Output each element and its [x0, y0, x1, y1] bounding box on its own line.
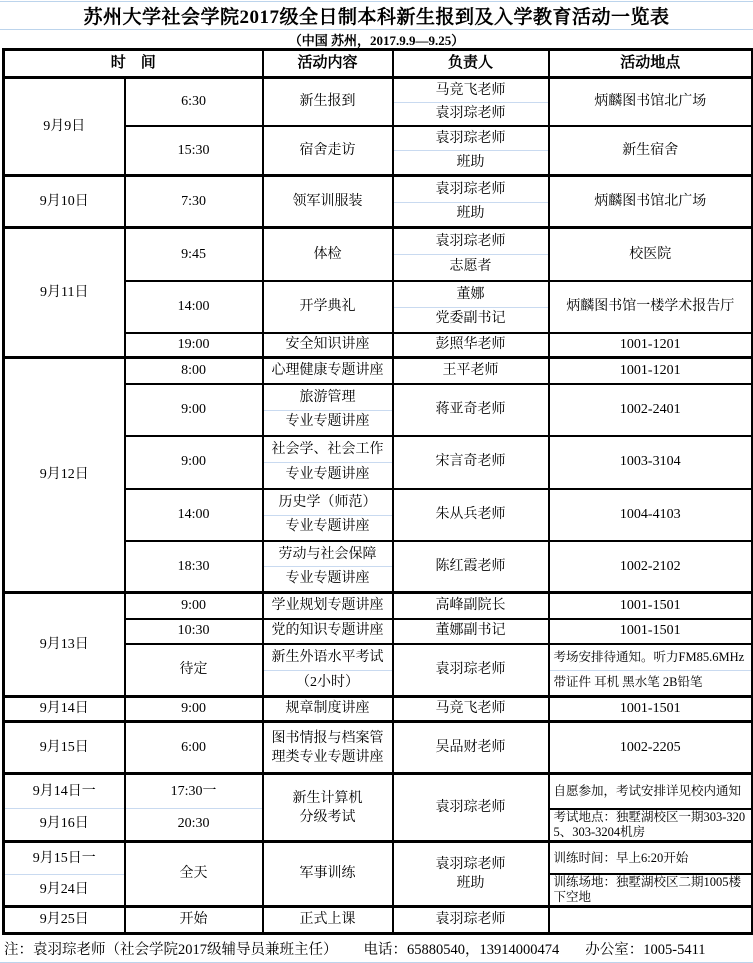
date-cell	[4, 774, 125, 842]
table-row	[4, 593, 753, 619]
time-cell: 9:00	[125, 697, 263, 722]
location-cell: 炳麟图书馆一楼学术报告厅	[549, 281, 753, 333]
date-cell	[4, 842, 125, 907]
person-cell: 陈红霞老师	[393, 541, 549, 593]
activity-cell: 心理健康专题讲座	[263, 358, 393, 384]
person-cell: 董娜副书记	[393, 619, 549, 644]
person-cell: 袁羽琮老师	[393, 644, 549, 697]
time-line: 20:30	[126, 808, 262, 840]
location-note-line: 训练时间：早上6:20开始	[553, 850, 689, 865]
time-cell: 10:30	[125, 619, 263, 644]
location-cell	[549, 842, 753, 907]
activity-cell: 军事训练	[263, 842, 393, 907]
person-cell: 蒋亚奇老师	[393, 384, 549, 436]
column-header-person: 负责人	[393, 50, 549, 78]
column-header-activity: 活动内容	[263, 50, 393, 78]
location-cell: 1001-1201	[549, 333, 753, 358]
time-cell: 6:00	[125, 722, 263, 774]
activity-cell	[263, 774, 393, 842]
footer-note: 注：袁羽琮老师（社会学院2017级辅导员兼班主任）	[4, 942, 338, 958]
activity-line: 劳动与社会保障	[278, 546, 377, 562]
page-title: 苏州大学社会学院2017级全日制本科新生报到及入学教育活动一览表	[0, 1, 753, 30]
time-cell: 14:00	[125, 489, 263, 541]
location-cell: 炳麟图书馆北广场	[549, 78, 753, 126]
person-cell	[393, 228, 549, 281]
footer-office: 办公室：1005-5411	[585, 942, 706, 958]
activity-cell: 安全知识讲座	[263, 333, 393, 358]
table-row	[4, 774, 753, 842]
person-line: 董娜	[456, 286, 485, 302]
activity-cell: 领军训服装	[263, 176, 393, 228]
time-cell: 9:00	[125, 384, 263, 436]
location-cell: 1001-1501	[549, 697, 753, 722]
location-cell: 1001-1501	[549, 593, 753, 619]
activity-line: 分级考试	[299, 809, 356, 825]
person-cell: 宋言奇老师	[393, 436, 549, 489]
activity-cell	[263, 436, 393, 489]
date-cell: 9月10日	[4, 176, 125, 228]
time-cell: 8:00	[125, 358, 263, 384]
activity-line: 专业专题讲座	[264, 410, 392, 434]
person-cell	[393, 281, 549, 333]
activity-cell: 宿舍走访	[263, 126, 393, 176]
location-note-line: 带证件 耳机 黑水笔 2B铅笔	[550, 670, 752, 695]
activity-cell: 体检	[263, 228, 393, 281]
time-line: 17:30一	[170, 783, 217, 799]
time-cell	[125, 774, 263, 842]
activity-line: 专业专题讲座	[264, 462, 392, 487]
date-line: 9月24日	[5, 874, 124, 905]
activity-cell	[263, 541, 393, 593]
activity-cell: 正式上课	[263, 907, 393, 934]
activity-line: 社会学、社会工作	[271, 442, 384, 457]
time-cell: 6:30	[125, 78, 263, 126]
location-cell: 1004-4103	[549, 489, 753, 541]
column-header-location: 活动地点	[549, 50, 753, 78]
time-cell: 9:45	[125, 228, 263, 281]
person-cell	[393, 176, 549, 228]
person-line: 党委副书记	[394, 307, 548, 331]
person-line: 班助	[456, 876, 485, 891]
location-cell: 炳麟图书馆北广场	[549, 176, 753, 228]
activity-cell: 学业规划专题讲座	[263, 593, 393, 619]
activity-cell	[263, 384, 393, 436]
location-cell: 1001-1201	[549, 358, 753, 384]
person-cell: 袁羽琮老师	[393, 907, 549, 934]
activity-cell: 开学典礼	[263, 281, 393, 333]
person-line: 马竞飞老师	[435, 83, 506, 98]
person-cell: 高峰副院长	[393, 593, 549, 619]
location-note-line: 考场安排待通知。听力FM85.6MHz	[553, 650, 745, 664]
date-line: 9月16日	[5, 808, 124, 840]
person-cell	[393, 78, 549, 126]
location-cell: 1001-1501	[549, 619, 753, 644]
location-cell: 新生宿舍	[549, 126, 753, 176]
activity-line: 旅游管理	[299, 389, 356, 405]
time-cell: 全天	[125, 842, 263, 907]
location-cell: 1002-2205	[549, 722, 753, 774]
table-row	[4, 176, 753, 228]
person-cell: 朱从兵老师	[393, 489, 549, 541]
location-cell: 1003-3104	[549, 436, 753, 489]
person-cell	[393, 126, 549, 176]
person-line: 袁羽琮老师	[435, 234, 506, 250]
person-line: 袁羽琮老师	[435, 857, 506, 872]
person-line: 袁羽琮老师	[435, 131, 506, 146]
activity-line: 新生计算机	[292, 790, 363, 806]
location-note-line: 自愿参加，考试安排详见校内通知	[553, 784, 742, 798]
location-note-line: 训练场地：独墅湖校区二期1005楼下空地	[550, 873, 752, 905]
time-cell: 18:30	[125, 541, 263, 593]
footer-note-bar	[0, 935, 753, 963]
location-note-line: 考试地点：独墅湖校区一期303-3205、303-3204机房	[550, 808, 752, 840]
footer-phone: 电话：65880540，13914000474	[363, 942, 560, 958]
activity-line: 历史学（师范）	[278, 494, 377, 510]
table-row	[4, 697, 753, 722]
person-cell: 彭照华老师	[393, 333, 549, 358]
time-cell: 19:00	[125, 333, 263, 358]
person-line: 班助	[394, 150, 548, 173]
date-cell: 9月25日	[4, 907, 125, 934]
header-row	[4, 50, 753, 78]
activity-cell	[263, 644, 393, 697]
page-subtitle: （中国 苏州，2017.9.9—9.25）	[288, 32, 465, 48]
location-cell	[549, 907, 753, 934]
date-cell: 9月14日	[4, 697, 125, 722]
time-cell: 7:30	[125, 176, 263, 228]
person-cell: 吴品财老师	[393, 722, 549, 774]
location-cell: 校医院	[549, 228, 753, 281]
person-cell: 王平老师	[393, 358, 549, 384]
table-row	[4, 78, 753, 126]
time-cell: 15:30	[125, 126, 263, 176]
date-cell: 9月12日	[4, 358, 125, 593]
date-cell: 9月13日	[4, 593, 125, 697]
table-row	[4, 907, 753, 934]
date-cell: 9月9日	[4, 78, 125, 176]
activity-cell	[263, 722, 393, 774]
activity-cell: 新生报到	[263, 78, 393, 126]
person-cell: 马竞飞老师	[393, 697, 549, 722]
table-row	[4, 228, 753, 281]
schedule-table	[2, 48, 753, 935]
activity-line: 图书情报与档案管	[271, 730, 384, 746]
activity-cell	[263, 489, 393, 541]
person-cell	[393, 842, 549, 907]
column-header-time: 时 间	[4, 50, 263, 78]
activity-line: 专业专题讲座	[264, 515, 392, 539]
activity-line: 专业专题讲座	[264, 566, 392, 590]
person-line: 班助	[394, 202, 548, 226]
activity-line: （2小时）	[264, 670, 392, 695]
location-cell: 1002-2401	[549, 384, 753, 436]
time-cell: 14:00	[125, 281, 263, 333]
activity-cell: 规章制度讲座	[263, 697, 393, 722]
table-row	[4, 358, 753, 384]
time-cell: 9:00	[125, 593, 263, 619]
date-line: 9月15日一	[32, 851, 96, 866]
person-cell: 袁羽琮老师	[393, 774, 549, 842]
activity-cell: 党的知识专题讲座	[263, 619, 393, 644]
location-cell	[549, 644, 753, 697]
time-cell: 待定	[125, 644, 263, 697]
activity-line: 理类专业专题讲座	[271, 749, 384, 765]
activity-line: 新生外语水平考试	[271, 649, 384, 665]
location-cell: 1002-2102	[549, 541, 753, 593]
location-cell	[549, 774, 753, 842]
date-line: 9月14日一	[32, 783, 96, 799]
table-row	[4, 722, 753, 774]
date-cell: 9月11日	[4, 228, 125, 358]
person-line: 袁羽琮老师	[435, 181, 506, 197]
date-cell: 9月15日	[4, 722, 125, 774]
time-cell: 9:00	[125, 436, 263, 489]
table-row	[4, 842, 753, 907]
time-cell: 开始	[125, 907, 263, 934]
person-line: 袁羽琮老师	[394, 102, 548, 124]
person-line: 志愿者	[394, 254, 548, 279]
